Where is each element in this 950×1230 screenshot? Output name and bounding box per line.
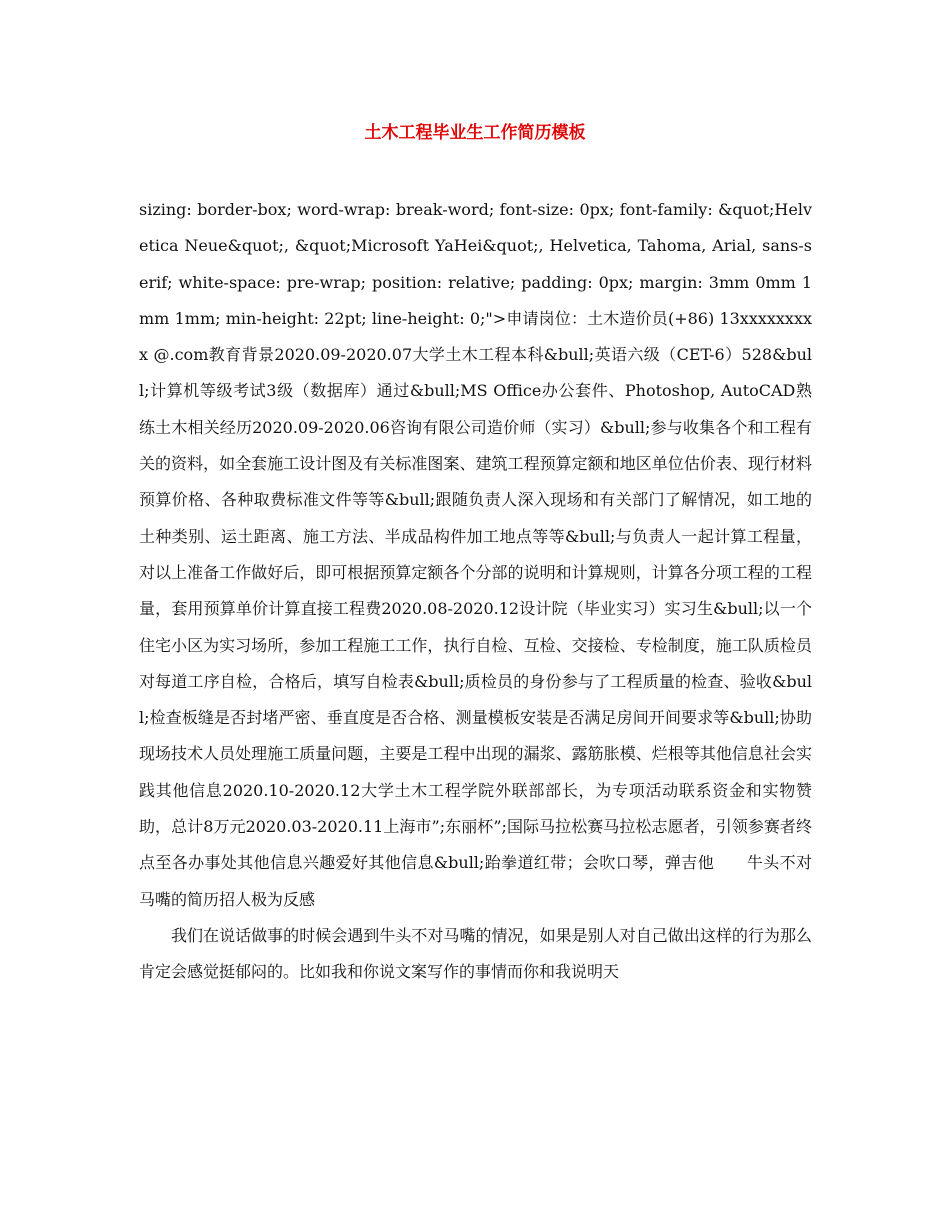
body-paragraph-1: sizing: border-box; word-wrap: break-word; font-size: 0px; font-family: &quot;Helvetica Neue&quot;, &quot;Microsoft YaHei&quot;, Helvetica, Tahoma, Arial, sans-serif; white-space: pre-wrap; position: relative; padding: 0px; margin: 3mm 0mm 1mm 1mm; min-height: 22pt; line-height: 0;">申请岗位：土木造价员(+86) 13xxxxxxxxx @.com教育背景2020.09-2020.07大学土木工程本科&bull;英语六级（CET-6）528&bull;计算机等级考试3级（数据库）通过&bull;MS Office办公套件、Photoshop, AutoCAD熟练土木相关经历2020.09-2020.06咨询有限公司造价师（实习）&bull;参与收集各个和工程有关的资料，如全套施工设计图及有关标准图案、建筑工程预算定额和地区单位估价表、现行材料预算价格、各种取费标准文件等等&bull;跟随负责人深入现场和有关部门了解情况，如工地的土种类别、运土距离、施工方法、半成品构件加工地点等等&bull;与负责人一起计算工程量，对以上准备工作做好后，即可根据预算定额各个分部的说明和计算规则，计算各分项工程的工程量，套用预算单价计算直接工程费2020.08-2020.12设计院（毕业实习）实习生&bull;以一个住宅小区为实习场所，参加工程施工工作，执行自检、互检、交接检、专检制度，施工队质检员对每道工序自检，合格后，填写自检表&bull;质检员的身份参与了工程质量的检查、验收&bull;检查板缝是否封堵严密、垂直度是否合格、测量模板安装是否满足房间开间要求等&bull;协助现场技术人员处理施工质量问题，主要是工程中出现的漏浆、露筋胀模、烂根等其他信息社会实践其他信息2020.10-2020.12大学土木工程学院外联部部长，为专项活动联系资金和实物赞助，总计8万元2020.03-2020.11上海市”;东丽杯”;国际马拉松赛马拉松志愿者，引领参赛者终点至各办事处其他信息兴趣爱好其他信息&bull;跆拳道红带；会吹口琴，弹吉他 牛头不对马嘴的简历招人极为反感 (139, 200, 812, 909)
document-body (139, 192, 812, 991)
document-title: 土木工程毕业生工作简历模板 (364, 123, 586, 143)
body-paragraph-2: 我们在说话做事的时候会遇到牛头不对马嘴的情况，如果是别人对自己做出这样的行为那么肯定会感觉挺郁闷的。比如我和你说文案写作的事情而你和我说明天 (139, 925, 812, 982)
